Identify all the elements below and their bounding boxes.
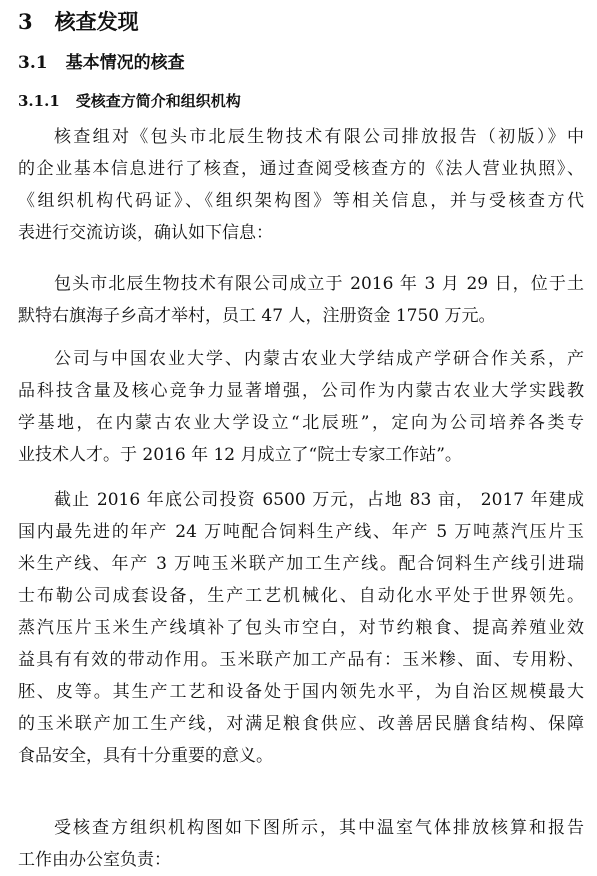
paragraph-line: 包头市北辰生物技术有限公司成立于 2016 年 3 月 29 日，位于土	[54, 274, 584, 294]
subsubsection-number: 3.1.1	[18, 92, 60, 110]
subsubsection-title: 受核查方简介和组织机构	[75, 92, 241, 110]
paragraph-line: 益具有有效的带动作用。玉米联产加工产品有：玉米糁、面、专用粉、	[18, 650, 584, 670]
paragraph-line: 学基地，在内蒙古农业大学设立“北辰班”，定向为公司培养各类专	[18, 413, 584, 433]
subsection-number: 3.1	[18, 53, 48, 73]
section-heading	[18, 8, 139, 36]
paragraph-investment-production	[18, 484, 584, 772]
paragraph-line: 截止 2016 年底公司投资 6500 万元，占地 83 亩， 2017 年建成	[54, 490, 584, 510]
paragraph-line: 受核查方组织机构图如下图所示，其中温室气体排放核算和报告	[54, 818, 584, 838]
subsubsection-heading	[18, 89, 241, 113]
paragraph-line: 品科技含量及核心竞争力显著增强，公司作为内蒙古农业大学实践教	[18, 381, 584, 401]
paragraph-line: 胚、皮等。其生产工艺和设备处于国内领先水平，为自治区规模最大	[18, 682, 584, 702]
paragraph-line: 公司与中国农业大学、内蒙古农业大学结成产学研合作关系，产	[54, 349, 584, 369]
paragraph-line: 业技术人才。于 2016 年 12 月成立了“院士专家工作站”。	[18, 445, 462, 465]
paragraph-line: 米生产线、年产 3 万吨玉米联产加工生产线。配合饲料生产线引进瑞	[18, 554, 584, 574]
paragraph-line: 蒸汽压片玉米生产线填补了包头市空白，对节约粮食、提高养殖业效	[18, 618, 584, 638]
subsection-heading	[18, 50, 185, 76]
paragraph-line: 默特右旗海子乡高才举村，员工 47 人，注册资金 1750 万元。	[18, 306, 496, 326]
subsection-title: 基本情况的核查	[65, 53, 185, 73]
section-number: 3	[18, 9, 33, 34]
paragraph-line: 核查组对《包头市北辰生物技术有限公司排放报告（初版）》中	[54, 127, 584, 147]
paragraph-company-basics	[18, 268, 584, 332]
paragraph-line: 表进行交流访谈，确认如下信息：	[18, 223, 273, 243]
paragraph-line: 《组织机构代码证》、《组织架构图》等相关信息，并与受核查方代	[18, 191, 584, 211]
section-title: 核查发现	[54, 9, 139, 34]
paragraph-cooperation	[18, 343, 584, 471]
paragraph-line: 食品安全，具有十分重要的意义。	[18, 746, 273, 766]
paragraph-line: 的企业基本信息进行了核查，通过查阅受核查方的《法人营业执照》、	[18, 159, 584, 179]
paragraph-line: 国内最先进的年产 24 万吨配合饲料生产线、年产 5 万吨蒸汽压片玉	[18, 522, 584, 542]
paragraph-company-info-review	[18, 121, 584, 249]
paragraph-line: 的玉米联产加工生产线，对满足粮食供应、改善居民膳食结构、保障	[18, 714, 584, 734]
paragraph-line: 工作由办公室负责：	[18, 850, 171, 870]
paragraph-line: 士布勒公司成套设备，生产工艺机械化、自动化水平处于世界领先。	[18, 586, 584, 606]
paragraph-org-chart-intro	[18, 812, 584, 876]
